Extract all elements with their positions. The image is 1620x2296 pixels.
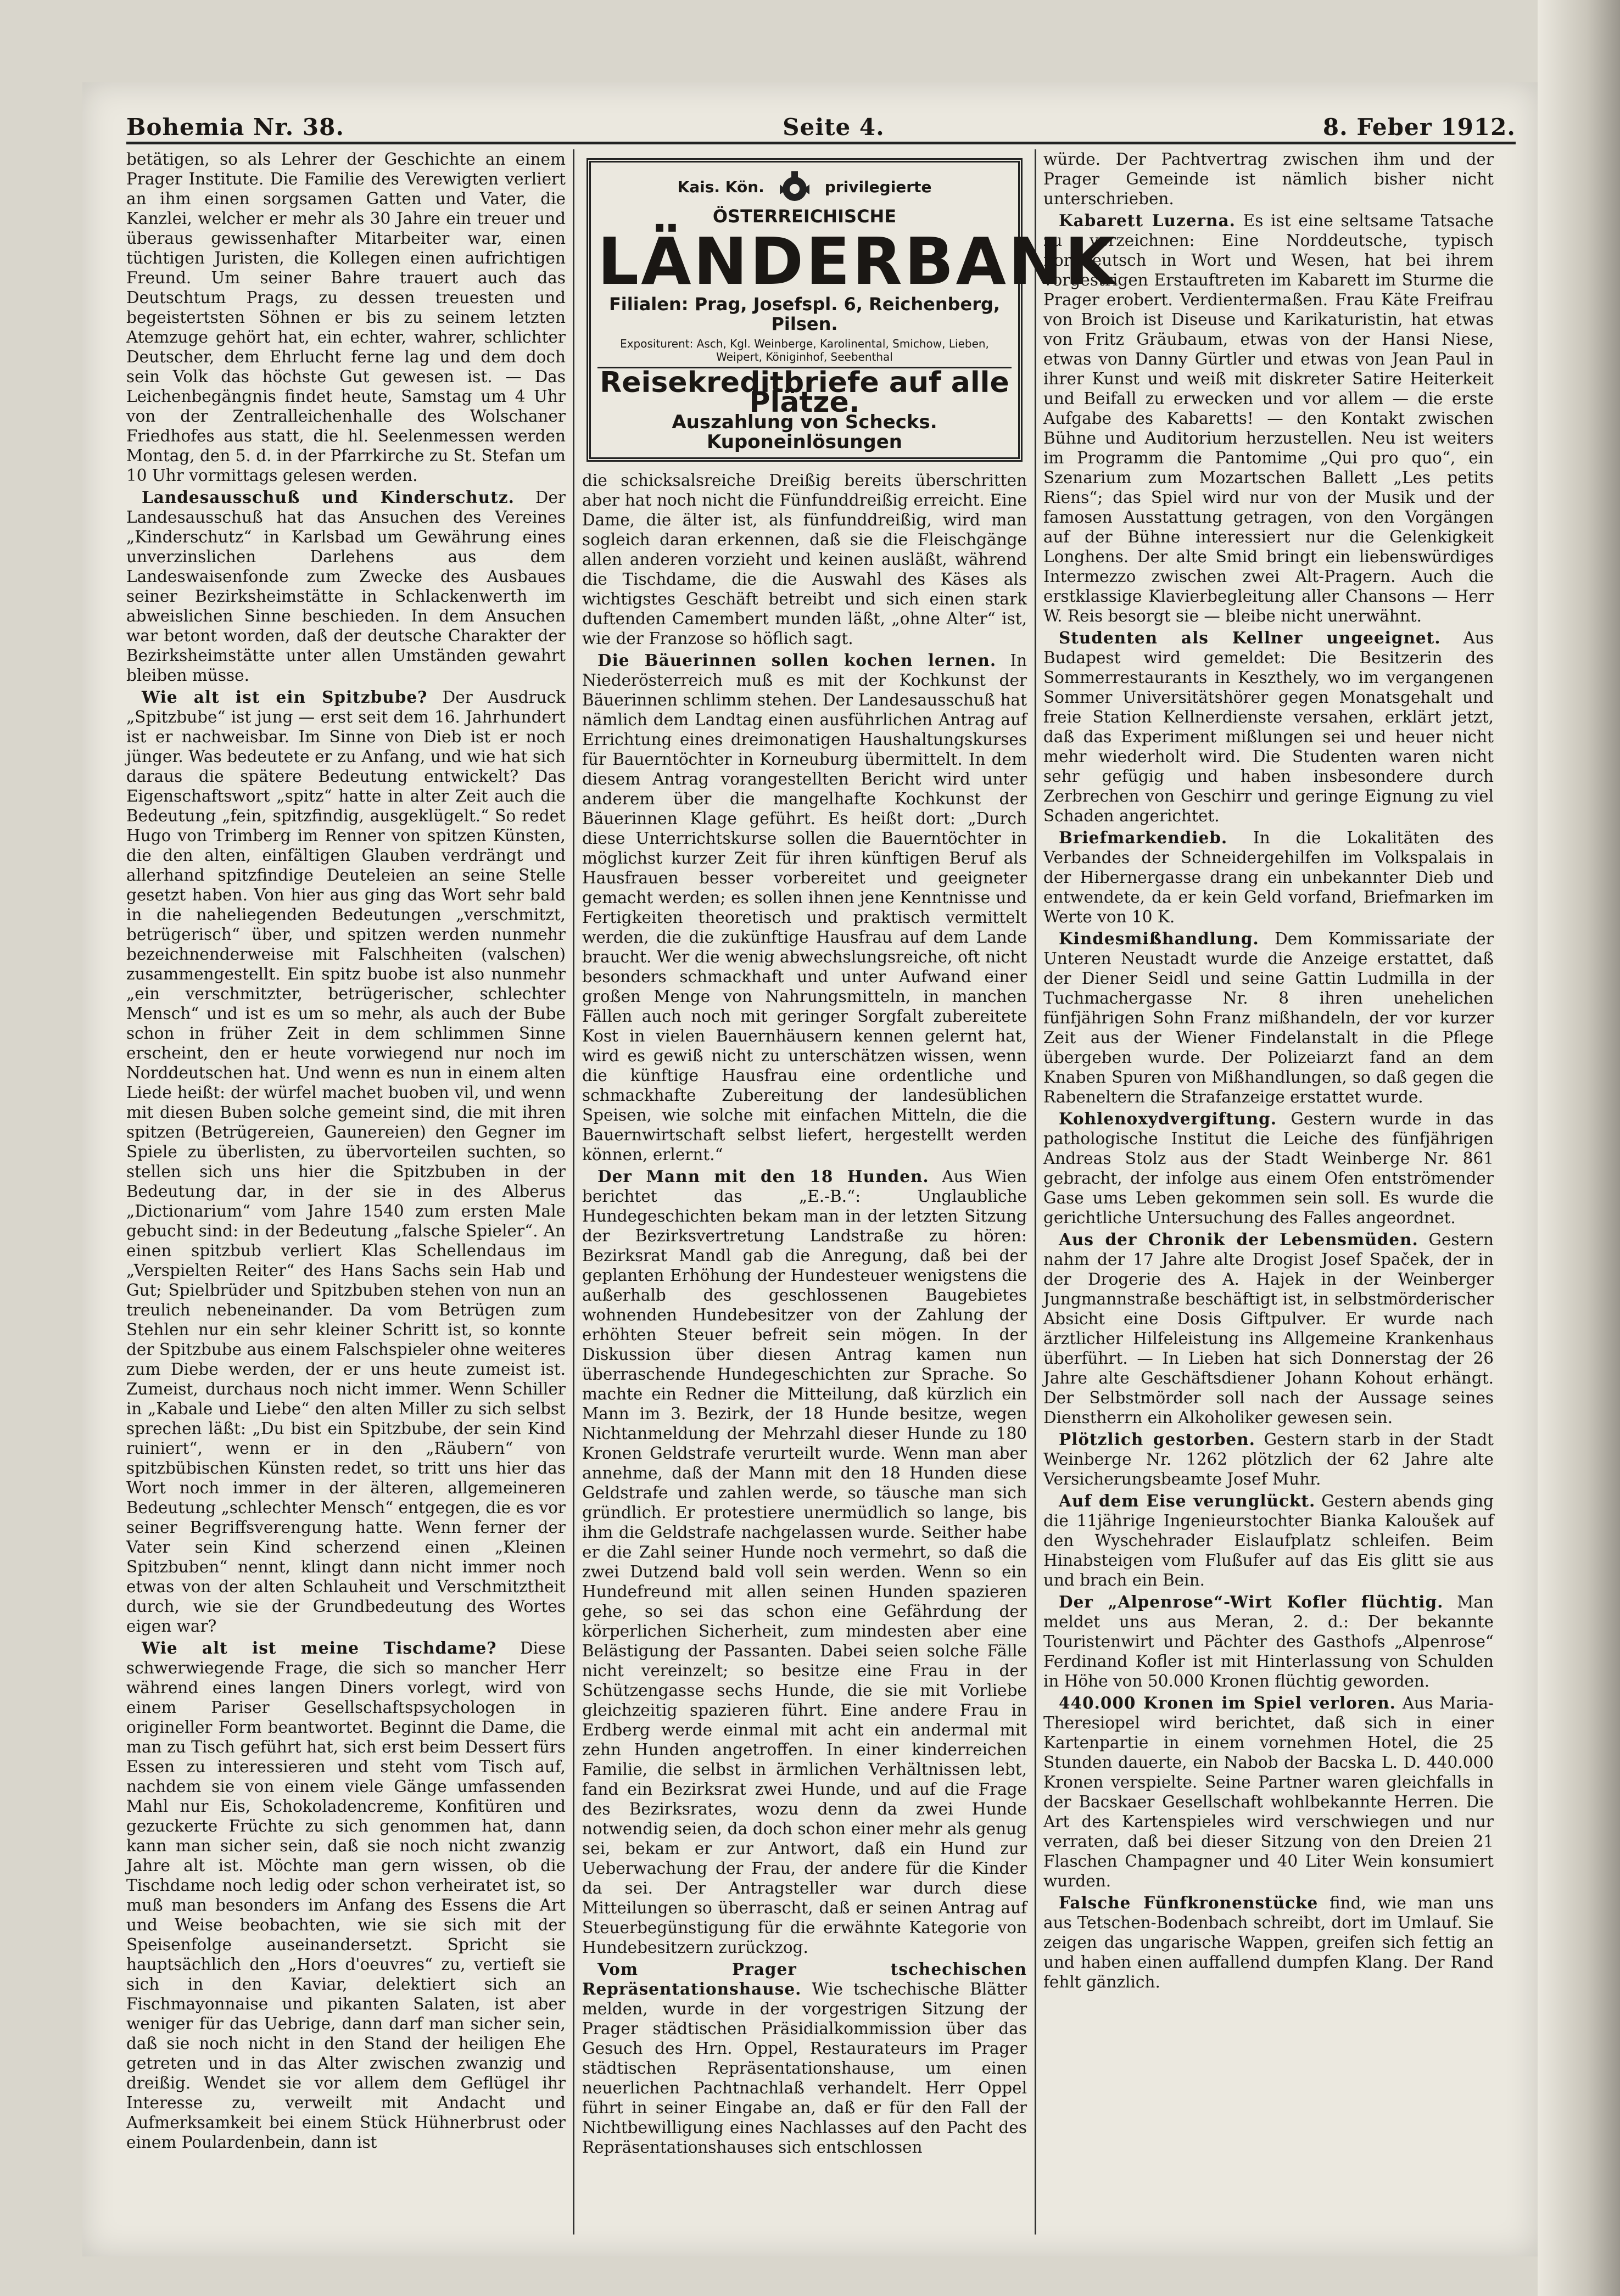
column-1 bbox=[126, 149, 566, 2235]
article-headline: Kindesmißhandlung. bbox=[1059, 929, 1259, 948]
article-paragraph bbox=[1043, 1230, 1494, 1427]
article-paragraph bbox=[582, 471, 1027, 648]
header-page-number: Seite 4. bbox=[783, 114, 885, 141]
ad-line1-right: privilegierte bbox=[824, 178, 932, 196]
newspaper-page bbox=[82, 82, 1538, 2256]
article-paragraph bbox=[1043, 1430, 1494, 1489]
article-headline: Wie alt ist meine Tischdame? bbox=[142, 1638, 497, 1657]
article-paragraph bbox=[126, 149, 566, 485]
article-headline: Kabarett Luzerna. bbox=[1059, 211, 1236, 230]
column-3 bbox=[1043, 149, 1494, 2235]
article-text: In Niederösterreich muß es mit der Kochkunst der Bäuerinnen schlimm stehen. Der Landesausschuß hat nämlich dem Landtag einen ausführlichen Antrag auf Errichtung eines dreimonatigen Haushaltungskurses für Bauerntöchter in Korneuburg übermittelt. In dem diesem Antrag vorangestellten Bericht wird unter anderem über die mangelhafte Kochkunst der Bäuerinnen Klage geführt. Es heißt dort: „Durch diese Unterrichtskurse sollen die Bauerntöchter in möglichst kurzer Zeit für ihren künftigen Beruf als Hausfrauen besser vorbereitet und geeigneter gemacht werden; es sollen ihnen jene Kenntnisse und Fertigkeiten theoretisch und praktisch vermittelt werden, die die zukünftige Hausfrau auf dem Lande braucht. Wer die wenig abwechslungsreiche, oft nicht besonders schmackhaft und unter Aufwand einer großen Menge von Nahrungsmitteln, in manchen Fällen auch noch mit geringer Sorgfalt zubereitete Kost in vielen Bauernhäusern kennen gelernt hat, wird es gewiß nicht zu unterschätzen wissen, wenn die künftige Hausfrau eine ordentliche und schmackhafte Zubereitung der landesüblichen Speisen, wie solche mit einfachen Mitteln, die die Bauernwirtschaft selbst liefert, hergestellt werden können, erlernt.“ bbox=[582, 651, 1027, 1164]
article-headline: Der „Alpenrose“-Wirt Kofler flüchtig. bbox=[1059, 1592, 1444, 1611]
article-text: Aus Budapest wird gemeldet: Die Besitzerin des Sommerrestaurants in Keszthely, wo im vergangenen Sommer Universitätshörer gegen Monatsgehalt und freie Station Kellnerdienste versahen, erklärt jetzt, daß das Experiment mißlungen sei und heuer nicht mehr wiederholt wird. Die Studenten waren nicht sehr gefügig und haben insbesondere durch Zerbrechen von Geschirr und geringe Eignung zu viel Schaden angerichtet. bbox=[1043, 629, 1494, 825]
ad-line2: ÖSTERREICHISCHE bbox=[712, 206, 897, 227]
article-paragraph bbox=[1043, 1491, 1494, 1590]
article-text: Man meldet uns aus Meran, 2. d.: Der bekannte Touristenwirt und Pächter des Gasthofs „Alpenrose“ Ferdinand Kofler ist mit Hinterlassung von Schulden in Höhe von 50.000 Kronen flüchtig geworden. bbox=[1043, 1593, 1494, 1690]
article-text: Diese schwerwiegende Frage, die sich so mancher Herr während eines langen Diners vorlegt, wird von einem Pariser Gesellschaftspsychologen in origineller Form beantwortet. Beginnt die Dame, die man zu Tisch geführt hat, sich erst beim Dessert fürs Essen zu interessieren und steht vom Tisch auf, nachdem sie von einem viele Gänge umfassenden Mahl nur Eis, Schokoladencreme, Konfitüren und gezuckerte Früchte zu sich genommen hat, dann kann man sicher sein, daß sie noch nicht zwanzig Jahre alt ist. Möchte man gern wissen, ob die Tischdame noch ledig oder schon verheiratet ist, so muß man besonders im Anfang des Essens die Art und Weise beobachten, wie sie sich mit der Speisenfolge auseinandersetzt. Spricht sie hauptsächlich den „Hors d'oeuvres“ zu, vertieft sie sich in den Kaviar, delektiert sich an Fischmayonnaise und pikanten Salaten, ist aber weniger für das Uebrige, dann darf man sicher sein, daß sie noch nicht in den Stand der heiligen Ehe getreten und in das Alter zwischen zwanzig und dreißig. Wendet sie vor allem dem Geflügel ihr Interesse zu, verweilt mit Andacht und Aufmerksamkeit bei einem Stück Hühnerbrust oder einem Poulardenbein, dann ist bbox=[126, 1639, 566, 2152]
imperial-eagle-icon bbox=[775, 168, 814, 206]
header-date: 8. Feber 1912. bbox=[1322, 114, 1516, 141]
column-2 bbox=[582, 149, 1118, 2235]
ad-brand: LÄNDERBANK bbox=[597, 223, 1118, 299]
article-paragraph bbox=[1043, 1693, 1494, 1891]
article-headline: Vom Prager tschechischen Repräsentationshause. bbox=[582, 1959, 1027, 1998]
article-text: Der Ausdruck „Spitzbube“ ist jung — erst seit dem 16. Jahrhundert ist er nachweisbar. Im Sinne von Dieb ist er noch jünger. Was bedeutete er zu Anfang, und wie hat sich daraus die spätere Bedeutung entwickelt? Das Eigenschaftswort „spitz“ hatte in alter Zeit auch die Bedeutung „fein, spitzfindig, ausgeklügelt.“ So redet Hugo von Trimberg im Renner von spitzen Künsten, die den alten, einfältigen Glauben verdrängt und allerhand spitzfindige Deuteleien an seine Stelle gesetzt haben. Von hier aus ging das Wort sehr bald in die naheliegenden Bedeutungen „verschmitzt, betrügerisch“ über, und spitzen werden nunmehr bezeichnenderweise mit Falschheiten (valschen) zusammengestellt. Ein spitz buobe ist also nunmehr „ein verschmitzter, betrügerischer, schlechter Mensch“ und ist es um so mehr, als auch der Bube schon in früher Zeit in dem schlimmen Sinne erscheint, den er heute vorwiegend nur noch im Norddeutschen hat. Und wenn es nun in einem alten Liede heißt: der würfel machet buoben vil, und wenn mit diesen Buben solche gemeint sind, die mit ihren spitzen (Betrügereien, Gaunereien) den Gegner im Spiele zu überlisten, zu übervorteilen suchten, so stellen sich uns hier die Spitzbuben in der Bedeutung dar, in der sie in des Alberus „Dictionarium“ vom Jahre 1540 zum ersten Male gebucht sind: in der Bedeutung „falsche Spieler“. An einen spitzbub verliert Klas Schellendaus im „Verspielten Reiter“ des Hans Sachs sein Hab und Gut; Spielbrüder und Spitzbuben stehen von nun an treulich nebeneinander. Da vom Betrügen zum Stehlen nur ein sehr kleiner Schritt ist, so konnte der Spitzbube aus einem Falschspieler ohne weiteres zum Diebe werden, der er uns heute zumeist ist. Zumeist, durchaus noch nicht immer. Wenn Schiller in „Kabale und Liebe“ den alten Miller zu sich selbst sprechen läßt: „Du bist ein Spitzbube, der sein Kind ruiniert“, wenn er in den „Räubern“ von spitzbübischen Künsten redet, so tritt uns hier das Wort noch immer in der älteren, allgemeineren Bedeutung „schlechter Mensch“ entgegen, die es vor seiner Begriffsverengung hatte. Wenn ferner der Vater sein Kind scherzend einen „Kleinen Spitzbuben“ nennt, klingt dann nicht immer noch etwas von der alten Schlauheit und Verschmitztheit durch, wie sie der Grundbedeutung des Wortes eigen war? bbox=[126, 688, 566, 1636]
article-paragraph bbox=[126, 687, 566, 1636]
article-text: find, wie man uns aus Tetschen-Bodenbach schreibt, dort im Umlauf. Sie zeigen das ungarische Wappen, greifen sich fettig an und haben einen auffallend dumpfen Klang. Der Rand fehlt gänzlich. bbox=[1043, 1894, 1494, 1991]
article-paragraph bbox=[1043, 929, 1494, 1107]
article-text: Der Landesausschuß hat das Ansuchen des Vereines „Kinderschutz“ in Karlsbad um Gewährung eines unverzinslichen Darlehens aus dem Landeswaisenfonde zum Zwecke des Ausbaues seiner Bezirksheimstätte in Schlackenwerth im abweislichen Sinne beschieden. In dem Ansuchen war betont worden, daß der deutsche Charakter der Bezirksheimstätte unter allen Umständen gewahrt bleiben müsse. bbox=[126, 488, 566, 685]
article-paragraph bbox=[1043, 149, 1494, 209]
column-2-articles bbox=[582, 471, 1027, 2157]
article-headline: Studenten als Kellner ungeeignet. bbox=[1059, 628, 1441, 647]
article-headline: Briefmarkendieb. bbox=[1059, 828, 1228, 847]
article-paragraph bbox=[1043, 211, 1494, 626]
article-text: Aus Maria-Theresiopel wird berichtet, daß sich in einer Kartenpartie in einem vornehmen Hotel, die 25 Stunden dauerte, ein Nabob der Bacska L. D. 440.000 Kronen verspielte. Seine Partner waren gleichfalls in der Bacskaer Gesellschaft wohlbekannte Herren. Die Art des Kartenspieles wird verschwiegen und nur verraten, daß bei dieser Sitzung von den Dreien 21 Flaschen Champagner und 40 Liter Wein konsumiert wurden. bbox=[1043, 1694, 1494, 1890]
article-paragraph bbox=[1043, 1592, 1494, 1691]
article-headline: Der Mann mit den 18 Hunden. bbox=[597, 1167, 929, 1186]
article-headline: Aus der Chronik der Lebensmüden. bbox=[1059, 1230, 1418, 1249]
article-paragraph bbox=[582, 1167, 1027, 1957]
article-text: Gestern starb in der Stadt Weinberge Nr. 1262 plötzlich der 62 Jahre alte Versicherungsbeamte Josef Muhr. bbox=[1043, 1430, 1494, 1488]
header-rule bbox=[126, 142, 1516, 144]
article-text: Dem Kommissariate der Unteren Neustadt wurde die Anzeige erstattet, daß der Diener Seidl und seine Gattin Ludmilla in der Tuchmachergasse Nr. 8 ihren unehelichen fünfjährigen Sohn Franz mißhandeln, der vor kurzer Zeit aus der Wiener Findelanstalt in die Pflege übergeben wurde. Der Polizeiarzt fand an dem Knaben Spuren von Mißhandlungen, so daß gegen die Rabeneltern die Strafanzeige erstattet wurde. bbox=[1043, 929, 1494, 1106]
article-paragraph bbox=[1043, 1893, 1494, 1992]
article-paragraph bbox=[582, 651, 1027, 1164]
ad-payout: Auszahlung von Schecks. Kuponeinlösungen bbox=[672, 411, 937, 453]
laenderbank-advertisement bbox=[586, 158, 1118, 462]
page-header bbox=[126, 102, 1516, 141]
column-divider bbox=[573, 149, 574, 2235]
ad-slogan: Reisekreditbriefe auf alle Plätze. bbox=[597, 367, 1012, 412]
article-paragraph bbox=[1043, 1109, 1494, 1228]
article-paragraph bbox=[126, 1638, 566, 2152]
article-text: Aus Wien berichtet das „E.-B.“: Unglaubliche Hundegeschichten bekam man in der letzten Sitzung der Bezirksvertretung Landstraße zu hören: Bezirksrat Mandl gab die Anregung, daß bei der geplanten Erhöhung der Hundesteuer wenigstens die außerhalb des geschlossenen Baugebietes wohnenden Hundebesitzer von der Zahlung der erhöhten Steuer befreit sein mögen. In der Diskussion über diesen Antrag kamen nun überraschende Hundegeschichten zur Sprache. So machte ein Redner die Mitteilung, daß kürzlich ein Mann im 3. Bezirk, der 18 Hunde besitze, wegen Nichtanmeldung der Mehrzahl dieser Hunde zu 180 Kronen Geldstrafe verurteilt wurde. Wenn man aber annehme, daß der Mann mit den 18 Hunden diese Geldstrafe und zahlen werde, so täusche man sich gründlich. Er protestiere unermüdlich so lange, bis ihm die Geldstrafe nachgelassen wurde. Seither habe er die Zahl seiner Hunde noch vermehrt, so daß die zwei Dutzend bald voll sein werden. Wenn so ein Hundefreund mit allen seinen Hunden spazieren gehe, so sei das schon eine Gefährdung der körperlichen Sicherheit, zum mindesten aber eine Belästigung der Passanten. Dabei seien solche Fälle nicht vereinzelt; so besitze eine Frau in der Schützengasse sechs Hunde, die sie mit Vorliebe gleichzeitig spazieren führt. Eine andere Frau in Erdberg werde einmal mit acht ein andermal mit zehn Hunden angetroffen. In einer kinderreichen Familie, die selbst in ärmlichen Verhältnissen lebt, fand ein Bezirksrat zwei Hunde, und auf die Frage des Bezirksrates, wozu denn da zwei Hunde notwendig seien, da doch schon einer mehr als genug sei, bekam er zur Antwort, daß ein Hund zur Ueberwachung der Frau, der andere für die Kinder da sei. Der Antragsteller war durch diese Mitteilungen so überrascht, daß er seinen Antrag auf Steuerbegünstigung für die erwähnte Kategorie von Hundebesitzern zurückzog. bbox=[582, 1167, 1027, 1957]
article-text: Es ist eine seltsame Tatsache zu verzeichnen: Eine Norddeutsche, typisch norddeutsch in Wort und Wesen, hat bei ihrem vorgestrigen Erstauftreten im Kabarett im Sturme die Prager erobert. Verdientermaßen. Frau Käte Freifrau von Broich ist Diseuse und Karikaturistin, hat etwas von Fritz Gräubaum, etwas von der Hansi Niese, etwas von Danny Gürtler und etwas von Jean Paul in ihrer Kunst und weiß mit diskreter Satire Heiterkeit und Beifall zu erwecken und vor allem — die erste Aufgabe des Kabaretts! — den Kontakt zwischen Bühne und Auditorium herzustellen. Neu ist weiters im Programm die Pantomime „Qui pro quo“, ein Szenarium zum Mozartschen Ballett „Les petits Riens“; das Spiel wird nur von der Musik und der famosen Ausstattung getragen, von den Vorgängen auf der Bühne interessiert nur die Gelenkigkeit Longhens. Der alte Smid bringt ein liebenswürdiges Intermezzo zwischen zwei Alt-Pragern. Auch die erstklassige Klavierbegleitung aller Chansons — Herr W. Reis besorgt sie — bleibe nicht unerwähnt. bbox=[1043, 211, 1494, 625]
article-paragraph bbox=[1043, 828, 1494, 927]
article-paragraph bbox=[1043, 628, 1494, 826]
article-text: Wie tschechische Blätter melden, wurde in der vorgestrigen Sitzung der Prager städtischen Präsidialkommission über das Gesuch des Hrn. Oppel, Restaurateurs im Prager städtischen Repräsentationshause, um einen neuerlichen Pachtnachlaß verhandelt. Herr Oppel führt in seiner Eingabe an, daß er für den Fall der Nichtbewilligung eines Nachlasses auf den Pacht des Repräsentationshauses sich entschlossen bbox=[582, 1980, 1027, 2157]
column-divider bbox=[1035, 149, 1036, 2235]
header-issue: Bohemia Nr. 38. bbox=[126, 114, 344, 141]
page-edge-shadow bbox=[1538, 0, 1620, 2296]
article-headline: Die Bäuerinnen sollen kochen lernen. bbox=[597, 651, 997, 670]
article-text: Gestern nahm der 17 Jahre alte Drogist Josef Spaček, der in der Drogerie des A. Hajek in der Weinberger Jungmannstraße beschäftigt ist, in selbstmörderischer Absicht eine Dosis Giftpulver. Er wurde nach ärztlicher Hilfeleistung ins Allgemeine Krankenhaus überführt. — In Lieben hat sich Donnerstag der 26 Jahre alte Geschäftsdiener Johann Kohout erhängt. Der Selbstmörder soll nach der Aussage seines Dienstherrn ein Alkoholiker gewesen sein. bbox=[1043, 1230, 1494, 1427]
article-headline: Kohlenoxydvergiftung. bbox=[1059, 1109, 1277, 1128]
ad-line1-left: Kais. Kön. bbox=[677, 178, 764, 196]
article-text: Gestern wurde in das pathologische Institut die Leiche des fünfjährigen Andreas Stolz aus der Stadt Weinberge Nr. 861 gebracht, der infolge aus einem Ofen entströmender Gase ums Leben gekommen sein soll. Es wurde die gerichtliche Untersuchung des Falles angeordnet. bbox=[1043, 1110, 1494, 1227]
article-headline: Landesausschuß und Kinderschutz. bbox=[142, 488, 515, 507]
article-text: Gestern abends ging die 11jährige Ingenieurstochter Bianka Kaloušek auf den Wyschehrader Eislaufplatz schleifen. Beim Hinabsteigen vom Flußufer auf das Eis glitt sie aus und brach ein Bein. bbox=[1043, 1492, 1494, 1589]
ad-branches: Filialen: Prag, Josefspl. 6, Reichenberg, Pilsen. bbox=[608, 294, 1001, 334]
article-headline: 440.000 Kronen im Spiel verloren. bbox=[1059, 1693, 1396, 1712]
article-headline: Plötzlich gestorben. bbox=[1059, 1430, 1255, 1449]
ad-expositures: Expositurent: Asch, Kgl. Weinberge, Karolinental, Smichow, Lieben, Weipert, Königinhof, Seebenthal bbox=[620, 337, 989, 363]
article-headline: Falsche Fünfkronenstücke bbox=[1059, 1893, 1319, 1912]
article-paragraph bbox=[126, 488, 566, 685]
article-text: In die Lokalitäten des Verbandes der Schneidergehilfen im Volkspalais in der Hibernergasse drang ein unbekannter Dieb und entwendete, da er kein Geld vorfand, Briefmarken im Werte von 10 K. bbox=[1043, 828, 1494, 926]
ad-top-line bbox=[597, 168, 1012, 206]
article-text: die schicksalsreiche Dreißig bereits überschritten aber hat noch nicht die Fünfunddreißig erreicht. Eine Dame, die älter ist, als fünfunddreißig, wird man sogleich daran erkennen, daß sie die Fleischgänge allen anderen vorzieht und keinen ausläßt, während die Tischdame, die die Auswahl des Käses als wichtigstes Geschäft betreibt und sich einen stark duftenden Camembert munden läßt, „ohne Alter“ ist, wie der Franzose so höflich sagt. bbox=[582, 471, 1027, 648]
article-headline: Wie alt ist ein Spitzbube? bbox=[142, 687, 428, 707]
article-text: betätigen, so als Lehrer der Geschichte an einem Prager Institute. Die Familie des Verewigten verliert an ihm einen sorgsamen Gatten und Vater, die Kanzlei, welcher er mehr als 30 Jahre ein treuer und überaus gewissenhafter Mitarbeiter war, einen tüchtigen Juristen, die Kollegen einen aufrichtigen Freund. Um seiner Bahre trauert auch das Deutschtum Prags, zu dessen treuesten und begeistertsten Söhnen er bis zu seinem letzten Atemzuge gehört hat, ein echter, wahrer, schlichter Deutscher, dem Ehrlucht ferne lag und dem doch sein Volk das höchste Gut gewesen ist. — Das Leichenbegängnis findet heute, Samstag um 4 Uhr von der Zentralleichenhalle des Wolschaner Friedhofes aus statt, die hl. Seelenmessen werden Montag, den 5. d. in der Pfarrkirche zu St. Stefan um 10 Uhr vormittags gelesen werden. bbox=[126, 150, 566, 485]
article-paragraph bbox=[582, 1959, 1027, 2157]
article-text: würde. Der Pachtvertrag zwischen ihm und der Prager Gemeinde ist nämlich bisher nicht unterschrieben. bbox=[1043, 150, 1494, 208]
article-headline: Auf dem Eise verunglückt. bbox=[1059, 1491, 1316, 1510]
